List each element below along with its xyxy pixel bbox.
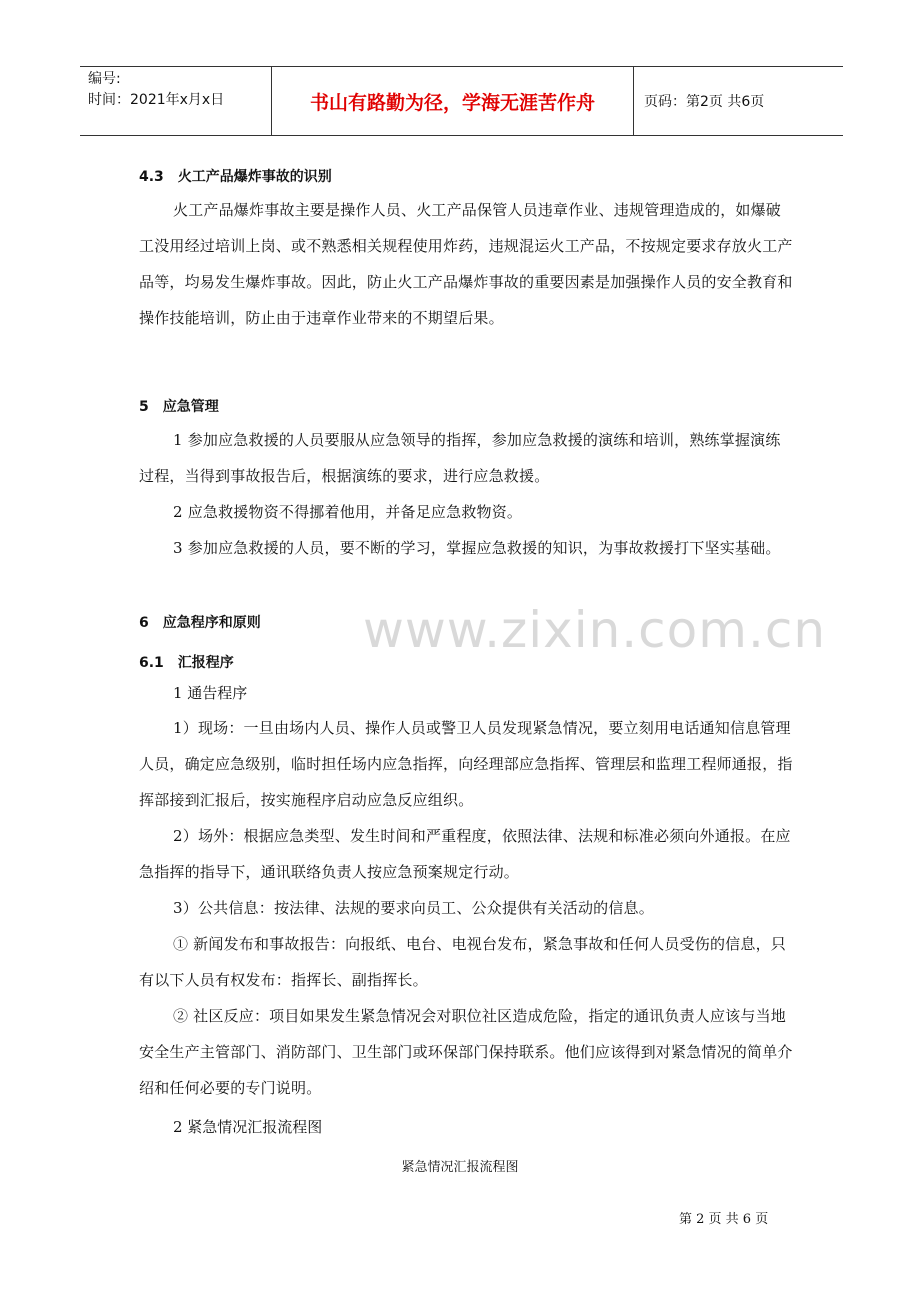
- header-table: [80, 66, 843, 136]
- motto-text: 书山有路勤为径，学海无涯苦作舟: [272, 67, 634, 135]
- flowchart-item: 2 紧急情况汇报流程图: [173, 1118, 323, 1136]
- section-4-3-paragraph: 火工产品爆炸事故主要是操作人员、火工产品保管人员违章作业、违规管理造成的，如爆破工没用经过培训上岗、或不熟悉相关规程使用炸药，违规混运火工产品，不按规定要求存放火工产品等，均易发生爆炸事故。因此，防止火工产品爆炸事故的重要因素是加强操作人员的安全教育和操作技能培训，防止由于违章作业带来的不期望后果。: [139, 201, 793, 327]
- offsite-paragraph: 2）场外：根据应急类型、发生时间和严重程度，依照法律、法规和标准必须向外通报。在应急指挥的指导下，通讯联络负责人按应急预案规定行动。: [139, 827, 791, 881]
- section-5-paragraph-2: 2 应急救援物资不得挪着他用，并备足应急救物资。: [173, 503, 523, 521]
- onsite-paragraph: 1）现场：一旦由场内人员、操作人员或警卫人员发现紧急情况，要立刻用电话通知信息管理人员，确定应急级别，临时担任场内应急指挥，向经理部应急指挥、管理层和监理工程师通报，指挥部接到汇报后，按实施程序启动应急反应组织。: [139, 719, 793, 809]
- section-4-3-title: 4.3 火工产品爆炸事故的识别: [139, 169, 332, 185]
- notice-procedure-item: 1 通告程序: [173, 684, 248, 702]
- time-label: 时间：2021年x月x日: [88, 92, 225, 108]
- community-response-paragraph: ② 社区反应：项目如果发生紧急情况会对职位社区造成危险，指定的通讯负责人应该与当地安全生产主管部门、消防部门、卫生部门或环保部门保持联系。他们应该得到对紧急情况的简单介绍和任何必要的专门说明。: [139, 1007, 793, 1097]
- section-5-paragraph-1: 1 参加应急救援的人员要服从应急领导的指挥，参加应急救援的演练和培训，熟练掌握演练过程，当得到事故报告后，根据演练的要求，进行应急救援。: [139, 431, 781, 485]
- page-footer: 第 2 页 共 6 页: [679, 1212, 769, 1227]
- flowchart-caption: 紧急情况汇报流程图: [401, 1160, 519, 1175]
- section-5-title: 5 应急管理: [139, 399, 219, 415]
- section-5-paragraph-3: 3 参加应急救援的人员，要不断的学习，掌握应急救援的知识，为事故救援打下坚实基础。: [173, 539, 781, 557]
- news-release-paragraph: ① 新闻发布和事故报告：向报纸、电台、电视台发布，紧急事故和任何人员受伤的信息，只有以下人员有权发布：指挥长、副指挥长。: [139, 935, 786, 989]
- section-6-title: 6 应急程序和原则: [139, 615, 261, 631]
- public-info-paragraph: 3）公共信息：按法律、法规的要求向员工、公众提供有关活动的信息。: [173, 899, 654, 917]
- section-6-1-title: 6.1 汇报程序: [139, 655, 234, 671]
- header-left-cell: [80, 67, 272, 135]
- watermark: www.zixin.com.cn: [363, 601, 827, 659]
- page-code: 页码：第2页 共6页: [644, 94, 765, 110]
- serial-label: 编号:: [88, 71, 121, 87]
